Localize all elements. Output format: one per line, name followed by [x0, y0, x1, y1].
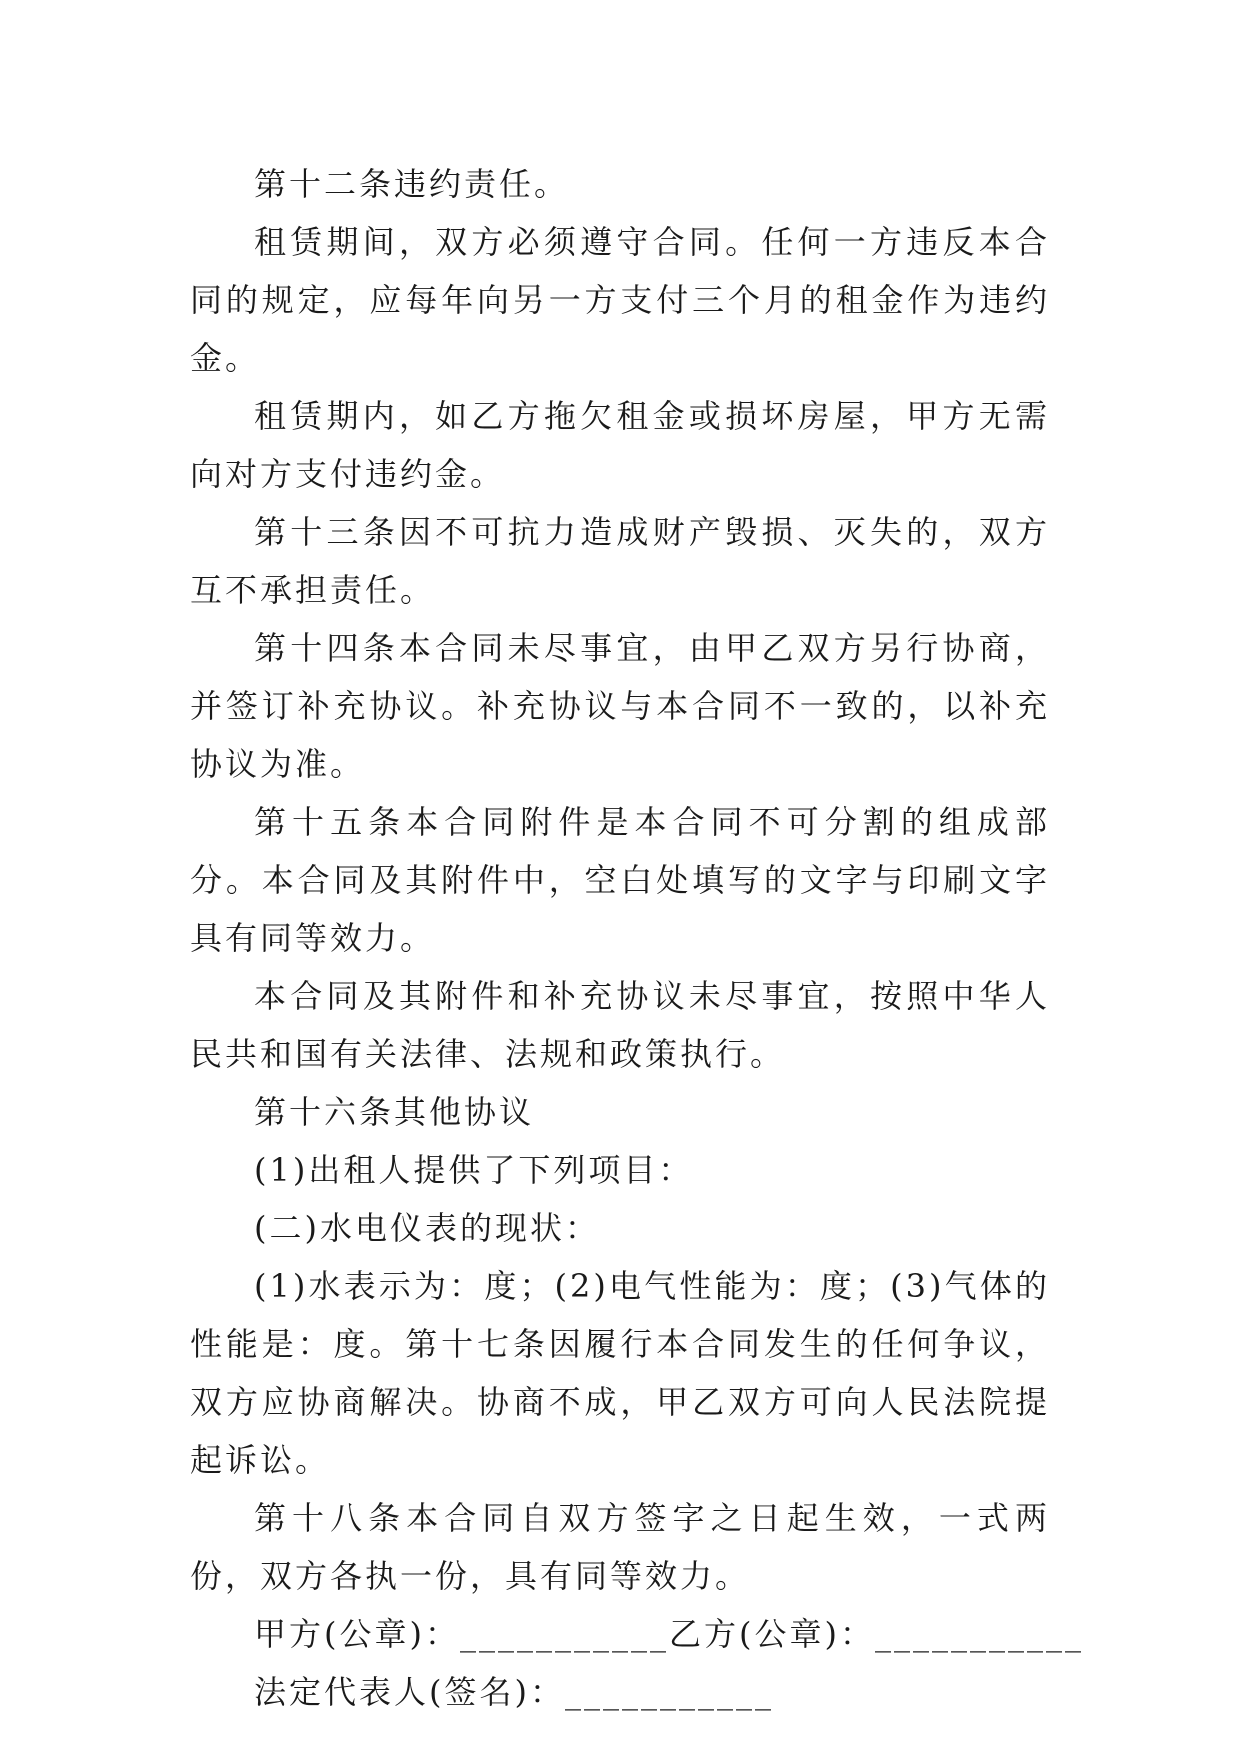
- paragraph-article-15: 第十五条本合同附件是本合同不可分割的组成部分。本合同及其附件中，空白处填写的文字与印刷文字具有同等效力。: [190, 803, 1050, 957]
- paragraph-items-provided: (1)出租人提供了下列项目：: [254, 1151, 694, 1189]
- paragraph-article-16-title: 第十六条其他协议: [254, 1093, 535, 1131]
- paragraph-applicable-law: 本合同及其附件和补充协议未尽事宜，按照中华人民共和国有关法律、法规和政策执行。: [190, 977, 1050, 1073]
- paragraph-article-12-title: 第十二条违约责任。: [254, 165, 570, 203]
- signature-line-parties: 甲方(公章)：___________乙方(公章)：___________: [254, 1615, 1084, 1653]
- document-body: [190, 155, 1084, 1721]
- paragraph-article-14: 第十四条本合同未尽事宜，由甲乙双方另行协商，并签订补充协议。补充协议与本合同不一致的，以补充协议为准。: [190, 629, 1050, 783]
- paragraph-tenant-arrears: 租赁期内，如乙方拖欠租金或损坏房屋，甲方无需向对方支付违约金。: [190, 397, 1050, 493]
- paragraph-article-18: 第十八条本合同自双方签字之日起生效，一式两份，双方各执一份，具有同等效力。: [190, 1499, 1050, 1595]
- paragraph-breach-penalty: 租赁期间，双方必须遵守合同。任何一方违反本合同的规定，应每年向另一方支付三个月的租金作为违约金。: [190, 223, 1050, 377]
- paragraph-article-13: 第十三条因不可抗力造成财产毁损、灭失的，双方互不承担责任。: [190, 513, 1050, 609]
- signature-line-legal-representative: 法定代表人(签名)：___________: [254, 1673, 774, 1711]
- paragraph-meter-status: (二)水电仪表的现状：: [254, 1209, 600, 1247]
- paragraph-meter-readings-article-17: (1)水表示为：度；(2)电气性能为：度；(3)气体的性能是：度。第十七条因履行本合同发生的任何争议，双方应协商解决。协商不成，甲乙双方可向人民法院提起诉讼。: [190, 1267, 1050, 1479]
